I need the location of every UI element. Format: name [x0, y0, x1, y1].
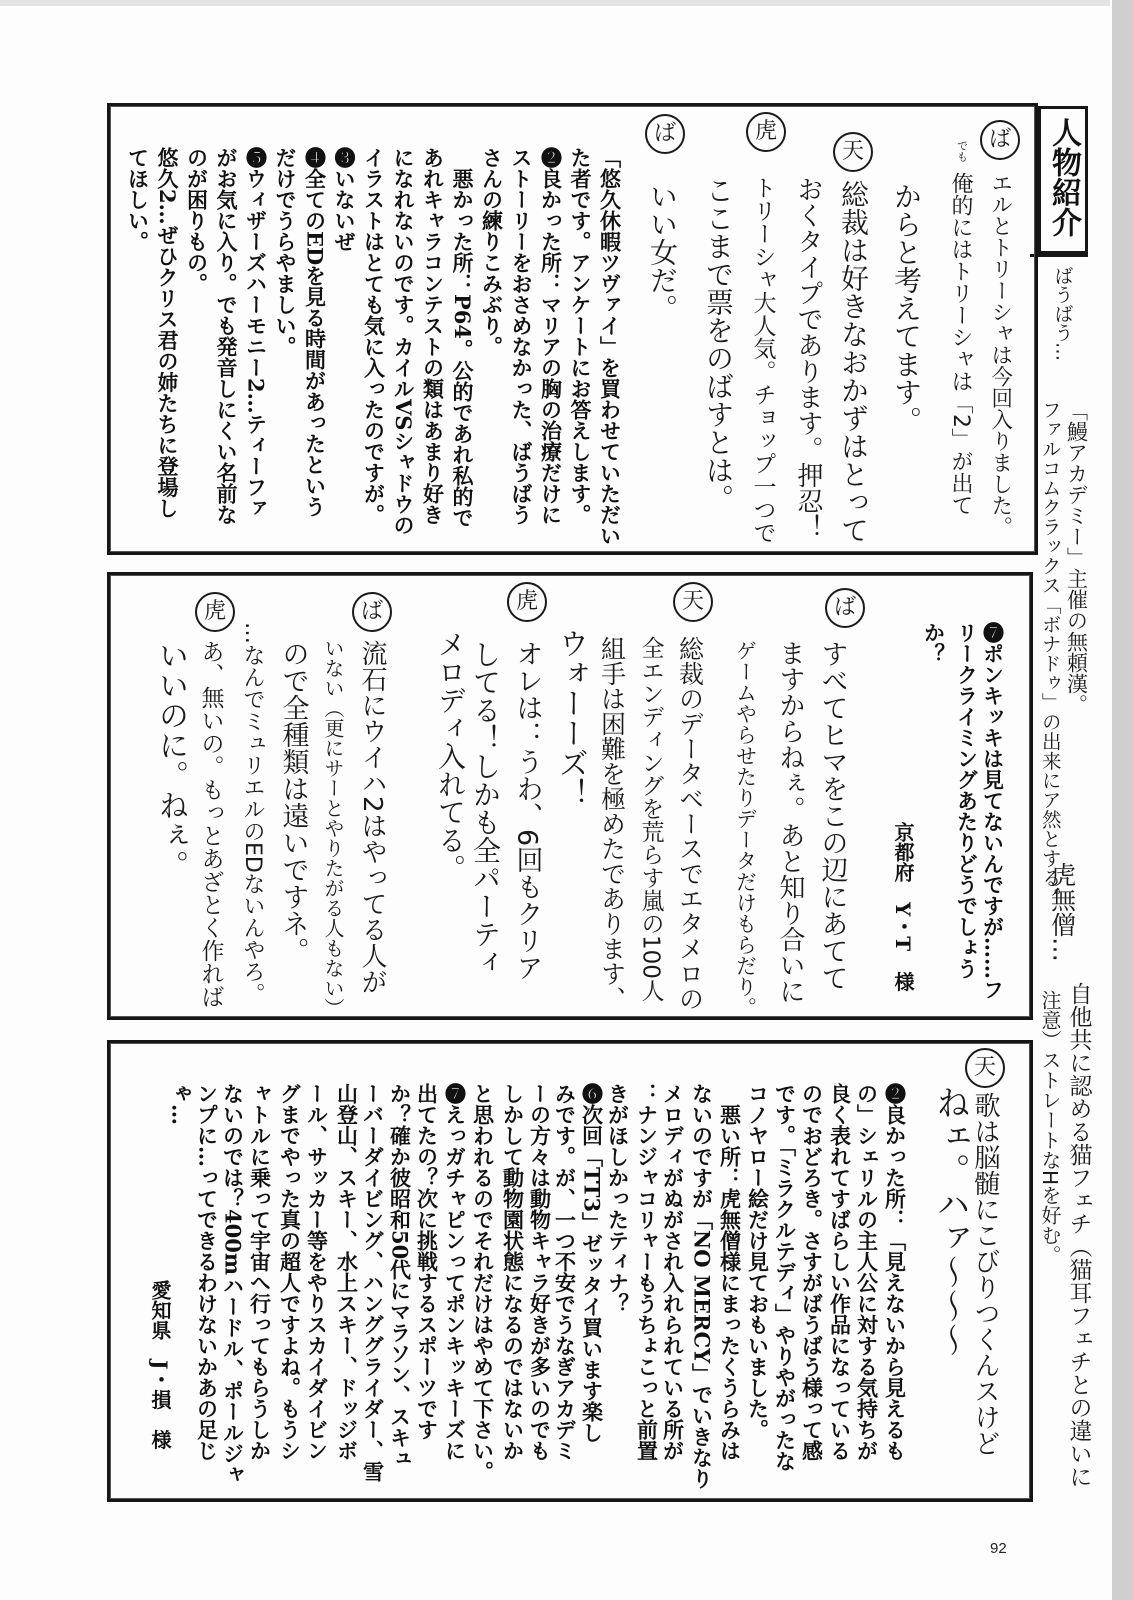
sidebar-komuso-line: 注意）ストレートなHを好む。 [1038, 990, 1062, 1266]
letter-line: ❼えっガチャピンってポンキッキーズに [442, 1083, 468, 1461]
reply-line: …なんでミュリエルのEDないんやろ。 [240, 622, 265, 1005]
letter-line: 悠久2…ぜひクリス君の姉たちに登場し [155, 147, 180, 519]
reply-line: でも [955, 140, 969, 162]
letter-line: 良く表れてすばらしい作品になっている [827, 1083, 853, 1461]
letter-line: きがほしかったティナ？ [605, 1083, 631, 1314]
letter-line: イラストはとても気に入ったのですが。 [361, 147, 387, 525]
reply-line: いい女だ。 [646, 182, 679, 322]
reply-line: トリーシャ大人気。チョップ一つで [749, 176, 776, 544]
reply-line: あ、無いの。もっとあざとく作れば [197, 640, 224, 1008]
letter-line: か？確か彼昭和50代にマラソン、スキュ [387, 1083, 413, 1470]
letter-line: ール、サッカー等をやりスカイダイビン [304, 1083, 330, 1461]
speaker-badge: ば [825, 588, 865, 628]
reply-line: からと考えてます。 [890, 182, 923, 434]
letter-line: リークライミングあたりどうでしょう [954, 622, 980, 979]
reader-signature: 愛知県 J・損 様 [148, 1280, 172, 1450]
letter-line: てほしい。 [125, 147, 151, 252]
sidebar-babau-line: 「鰻アカデミー」主催の無頼漢。 [1064, 400, 1089, 715]
letter-line: ❹全てのEDを見る時間があったという [302, 147, 328, 518]
reply-line: 歌は脳髄にこびりつくんスけど [970, 1092, 1000, 1456]
letter-line: の」シェリルの主人公に対する気持ちが [854, 1083, 880, 1461]
speaker-badge: 虎 [195, 592, 235, 632]
letter-line: 出てたの？次に挑戦するスポーツです [414, 1083, 440, 1440]
speaker-badge: 天 [673, 582, 713, 622]
reply-line: 全エンディングを荒らす嵐の100人 [637, 636, 664, 1002]
reply-line: エルとトリーシャは今回入りました。 [987, 172, 1013, 538]
page-number: 92 [990, 1540, 1007, 1557]
scan-edge-right [1112, 0, 1133, 1600]
reply-line: ウォーーズ！ [553, 628, 588, 808]
sidebar-komuso-line: 自他共に認める猫フェチ（猫耳フェチとの違いに [1065, 982, 1092, 1488]
character-intro-title: 人物紹介 [1046, 117, 1081, 237]
reply-line: ねェ。ハァ〜〜〜 [930, 1085, 970, 1357]
speaker-badge: 虎 [746, 112, 786, 152]
speaker-badge: 虎 [507, 582, 547, 622]
reply-line: ここまで票をのばすとは。 [702, 176, 735, 512]
reply-line: すべてヒマをこの辺にあてて [816, 640, 848, 991]
letter-line: ゃ… [167, 1083, 193, 1125]
letter-line: ❺ウィザーズハーモニー2…ティーファ [243, 147, 269, 519]
reply-line: オレは：うわ、6回もクリア [511, 640, 543, 982]
sidebar-komuso-name: 虎無僧… [1047, 862, 1077, 962]
scan-edge-top [0, 0, 1110, 6]
letter-line: ーの方々は動物キャラ好きが多いのでも [527, 1083, 553, 1461]
reply-line: ゲームやらせたりデータだけもらだり。 [733, 640, 758, 1018]
letter-line: がお気に入り。でも発音しにくい名前な [214, 147, 239, 525]
letter-line: グまでやった真の超人ですよね。もうシ [277, 1083, 303, 1461]
letter-line: ンプに…ってできるわけないかあの足じ [194, 1083, 220, 1461]
character-intro-title-box [1037, 106, 1088, 254]
letter-line: 悪かった所：P64。公的であれ私的で [450, 147, 475, 529]
reply-line: 総裁は好きなおかずはとって [837, 180, 870, 544]
letter-line: コノヤロー絵だけ見ておもいました。 [745, 1083, 771, 1440]
reply-line: 総裁のデータベースでエタメロの [675, 636, 705, 1011]
reply-line: ますからねぇ。あと知り合いに [775, 640, 805, 1004]
letter-line: 悪い所：虎無僧様にまったくうらみは [717, 1083, 743, 1461]
letter-line: と思われるのでそれだけはやめて下さい。 [470, 1083, 496, 1482]
letter-line: メロディがぬがされ入れられている所が [660, 1083, 686, 1461]
reply-line: いいのに。ねぇ。 [153, 640, 188, 880]
letter-line: ❻次回「TT3」ゼッタイ買います楽し [579, 1083, 605, 1444]
speaker-badge: 天 [965, 1048, 1005, 1088]
reply-line: 流石にウイハ2はやってる人が [357, 640, 387, 995]
reply-line: 組手は困難を極めたであります、 [597, 636, 627, 1011]
sidebar-babau-line: ファルコムクラックス「ボナドゥ」の出来にア然とする。 [1038, 400, 1062, 907]
reply-line: してる！しかも全パーティ [469, 640, 502, 976]
reply-line: ので全種類は遠いですネ。 [277, 640, 309, 964]
letter-line: ：ナンジャコリャーもうちょこっと前置 [634, 1083, 660, 1461]
letter-line: か？ [921, 622, 947, 664]
letter-line: のが困りもの。 [184, 147, 210, 294]
reply-line: いない（更にサーとやりたがる人もない） [321, 638, 345, 1018]
reader-signature: 京都府 Y・T 様 [891, 822, 915, 992]
letter-line: ャトルに乗って宇宙へ行ってもらうしか [247, 1083, 273, 1461]
letter-line: ーバーダイビング、ハンググライダー、雪 [360, 1083, 386, 1482]
letter-line: ないのでは？400mハードル、ポールジャ [220, 1083, 246, 1486]
reply-line: メロディ入れてる。 [434, 630, 467, 882]
letter-line: 山登山、スキー、水上スキー、ドッジボ [334, 1083, 360, 1461]
speaker-badge: ば [645, 114, 685, 154]
letter-line: ❼ポンキッキは見てないんですが……フ [980, 622, 1006, 1000]
reply-line: おくタイプであります。押忍！ [793, 176, 823, 540]
letter-line: ストーリーをおさめなかった、ばうばう [509, 147, 534, 525]
letter-line: さんの練りこみぶり。 [479, 147, 505, 357]
letter-line: のでおどろき。さすがばうばう様って感 [799, 1083, 825, 1461]
speaker-badge: ば [980, 120, 1020, 160]
letter-line: です。「ミラクルテディ」やりやがったな [772, 1083, 798, 1472]
sidebar-babau-name: ばうばう… [1051, 266, 1074, 361]
letter-line: 「悠久休暇ツヴァイ」を買わせていただい [597, 147, 623, 546]
speaker-badge: ば [352, 592, 392, 632]
reply-line: 俺的にはトリーシャは「2」が出て [948, 172, 973, 516]
letter-line: あれキャラコンテストの類はあまり好き [420, 147, 446, 525]
letter-line: ❷良かった所：マリアの胸の治療だけに [538, 147, 564, 525]
letter-line: ❷良かった所：「見えないから見えるも [882, 1083, 908, 1461]
letter-line: ないのですが「NO MERCY」でいきなり [689, 1083, 715, 1490]
letter-line: みです。が、一つ不安でうなぎアカデミ [552, 1083, 578, 1461]
letter-line: だけでうらやましい。 [273, 147, 298, 357]
letter-line: た者です。アンケートにお答えします。 [568, 147, 593, 525]
letter-line: ❸いないぜ [332, 147, 357, 252]
speaker-badge: 天 [833, 132, 873, 172]
letter-line: になれないのです。カイルVSシャドウの [391, 147, 416, 536]
title-divider [1030, 254, 1088, 257]
letter-line: しかして動物園状態になるのではないか [500, 1083, 526, 1461]
